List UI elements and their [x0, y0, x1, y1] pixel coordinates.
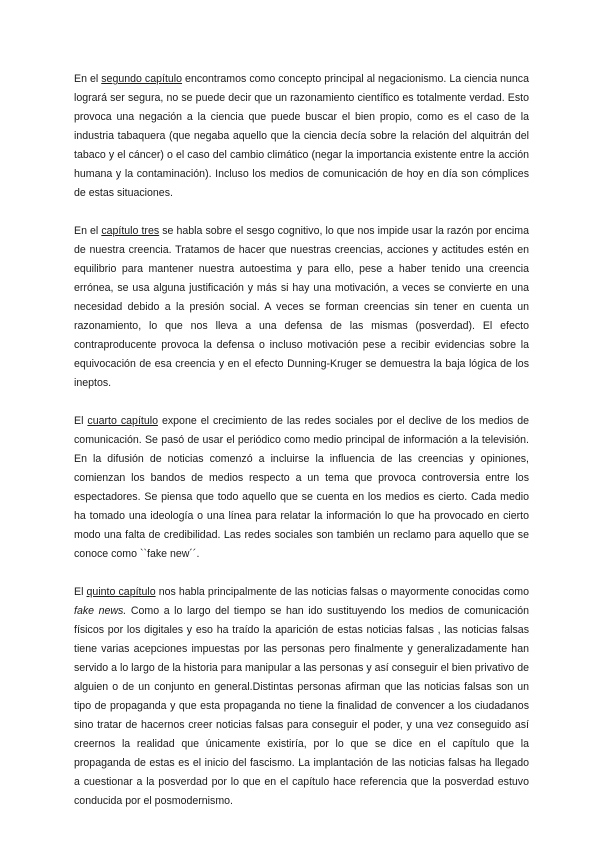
chapter-reference: segundo capítulo [101, 73, 183, 85]
paragraph-text: nos habla principalmente de las noticias falsas o mayormente conocidas como [155, 586, 529, 598]
chapter-reference: capítulo tres [101, 225, 160, 237]
paragraph-text: El [74, 586, 87, 598]
paragraph-text: El [74, 415, 88, 427]
paragraph-quinto-capitulo [74, 583, 529, 811]
paragraph-text: Como a lo largo del tiempo se han ido sustituyendo los medios de comunicación físicos por los digitales y eso ha traído la aparición de estas noticias falsas , las noticias falsas tiene varias acepciones impuestas por las personas pero finalmente y generalizadamente han servido a lo largo de la historia para manipular a las personas y así conseguir el bien privativo de alguien o de un conjunto en general.Distintas personas afirman que las noticias falsas son un tipo de propaganda y que esta propaganda no tiene la finalidad de convencer a los ciudadanos sino tratar de hacernos creer noticias falsas para conseguir el poder, y una vez conseguido así creernos la realidad que únicamente existiría, por lo que se dice en el capítulo que la propaganda de estas es el inicio del fascismo. La implantación de las noticias falsas ha llegado a cuestionar a la posverdad por lo que en el capítulo hace referencia que la posverdad estuvo conducida por el posmodernismo. [74, 605, 529, 807]
paragraph-text: En el [74, 225, 102, 237]
paragraph-cuarto-capitulo [74, 412, 529, 564]
chapter-reference: cuarto capítulo [87, 415, 158, 427]
paragraph-text: En el [74, 73, 102, 85]
italic-term: fake news. [74, 605, 127, 617]
document-page [74, 70, 529, 830]
paragraph-text: se habla sobre el sesgo cognitivo, lo que nos impide usar la razón por encima de nuestra creencia. Tratamos de hacer que nuestras creencias, acciones y actitudes estén en equilibrio para mantener nuestra autoestima y para ello, pese a haber tenido una creencia errónea, se usa alguna justificación y más si hay una motivación, a veces se convierte en una necesidad debido a la presión social. A veces se forman creencias sin tener en cuenta un razonamiento, lo que nos lleva a una defensa de las mismas (posverdad). El efecto contraproducente provoca la defensa o incluso motivación pese a recibir evidencias sobre la equivocación de esa creencia y en el efecto Dunning-Kruger se demuestra la baja lógica de los ineptos. [74, 225, 529, 389]
paragraph-text: expone el crecimiento de las redes sociales por el declive de los medios de comunicación. Se pasó de usar el periódico como medio principal de información a la televisión. En la difusión de noticias comenzó a incluirse la influencia de las creencias y opiniones, comienzan los bandos de medios respecto a un tema que provoca controversia entre los espectadores. Se piensa que todo aquello que se cuenta en los medios es cierto. Cada medio ha tomado una ideología o una línea para relatar la información lo que ha provocado en cierto modo una falta de credibilidad. Las redes sociales son también un reclamo para aquello que se conoce como ``fake new´´. [74, 415, 529, 560]
paragraph-capitulo-tres [74, 222, 529, 393]
paragraph-text: encontramos como concepto principal al negacionismo. La ciencia nunca logrará ser segura, no se puede decir que un razonamiento científico es totalmente verdad. Esto provoca una negación a la ciencia que puede buscar el bien propio, como es el caso de la industria tabaquera (que negaba aquello que la ciencia decía sobre la relación del alquitrán del tabaco y el cáncer) o el caso del cambio climático (negar la importancia existente entre la acción humana y la contaminación). Incluso los medios de comunicación de hoy en día son cómplices de estas situaciones. [74, 73, 529, 199]
chapter-reference: quinto capítulo [86, 586, 156, 598]
paragraph-segundo-capitulo [74, 70, 529, 203]
